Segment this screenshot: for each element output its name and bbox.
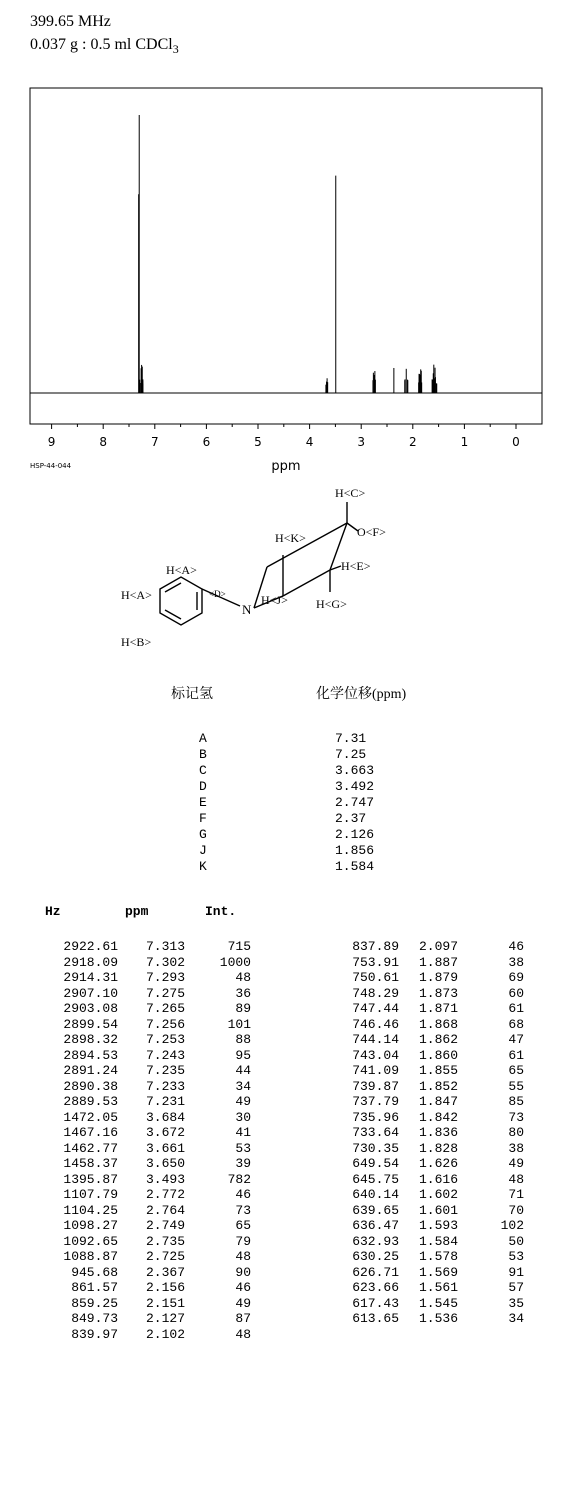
- peak-hz: 632.93: [352, 1233, 399, 1249]
- peak-hz: 1088.87: [63, 1249, 118, 1264]
- assignment-row: [199, 827, 419, 843]
- peak-row: [0, 1156, 290, 1172]
- peak-int: 48: [235, 1249, 251, 1264]
- peak-int: 70: [508, 1202, 524, 1218]
- peak-int: 34: [235, 1078, 251, 1094]
- peak-hz: 1395.87: [63, 1171, 118, 1187]
- concentration-text: 0.037 g : 0.5 ml CDCl: [30, 36, 173, 53]
- assignment-row: [199, 763, 419, 779]
- x-tick-label: 8: [99, 435, 108, 449]
- peak-row: [0, 1032, 290, 1048]
- peak-row: [0, 1311, 290, 1327]
- peak-row: [280, 1110, 570, 1126]
- peak-ppm: 1.578: [418, 1249, 458, 1264]
- peak-hz: 639.65: [352, 1202, 399, 1218]
- sample-code: HSP-44-044: [30, 462, 72, 470]
- peak-hz: 741.09: [352, 1063, 399, 1078]
- peak-row: [280, 986, 570, 1002]
- peak-ppm: 1.868: [418, 1016, 458, 1032]
- peak-row: [280, 1203, 570, 1219]
- peak-ppm: 2.772: [145, 1187, 185, 1202]
- x-tick-label: 9: [47, 435, 56, 449]
- peak-hz: 617.43: [352, 1295, 399, 1311]
- peak-int: 73: [508, 1109, 524, 1125]
- peak-row: [0, 1079, 290, 1095]
- assignment-shift: 7.31: [335, 731, 367, 746]
- x-tick-label: 1: [460, 435, 469, 449]
- peak-int: 68: [508, 1016, 524, 1032]
- peak-ppm: 1.601: [418, 1202, 458, 1218]
- peak-ppm: 2.725: [145, 1249, 185, 1264]
- peak-ppm: 1.602: [418, 1187, 458, 1202]
- benzene-ring: [160, 577, 202, 625]
- peak-row: [0, 1063, 290, 1079]
- peak-row: [0, 1265, 290, 1281]
- peak-row: [280, 1032, 570, 1048]
- peak-ppm: 1.847: [418, 1094, 458, 1109]
- peak-hz: 753.91: [352, 954, 399, 970]
- peak-ppm: 7.243: [145, 1047, 185, 1063]
- peak-row: [0, 1048, 290, 1064]
- peak-hz: 849.73: [71, 1311, 118, 1326]
- peak-int: 102: [500, 1218, 524, 1233]
- assignment-row: [199, 747, 419, 763]
- peak-header-int: Int.: [205, 904, 237, 919]
- label-o-f: O<F>: [357, 525, 386, 539]
- peak-int: 50: [508, 1233, 524, 1249]
- peak-row: [280, 1249, 570, 1265]
- peak-hz: 750.61: [352, 970, 399, 985]
- peak-int: 85: [508, 1094, 524, 1109]
- peak-hz: 645.75: [352, 1171, 399, 1187]
- assignment-row: [199, 779, 419, 795]
- peak-ppm: 1.626: [418, 1156, 458, 1171]
- peak-int: 39: [235, 1156, 251, 1171]
- peak-int: 49: [508, 1156, 524, 1171]
- spectrometer-frequency: 399.65 MHz: [30, 13, 111, 30]
- label-h-k: H<K>: [275, 531, 306, 545]
- x-tick-label: 0: [512, 435, 520, 449]
- peak-int: 38: [508, 954, 524, 970]
- peak-row: [0, 1249, 290, 1265]
- assignment-label: B: [199, 747, 207, 762]
- peak-row: [280, 955, 570, 971]
- peak-hz: 1462.77: [63, 1140, 118, 1156]
- peak-row: [0, 939, 290, 955]
- label-h-e: H<E>: [341, 559, 371, 573]
- peak-row: [280, 1280, 570, 1296]
- peak-ppm: 1.862: [418, 1032, 458, 1047]
- peak-hz: 735.96: [352, 1109, 399, 1125]
- peak-hz: 636.47: [352, 1218, 399, 1233]
- peak-row: [280, 970, 570, 986]
- assignment-row: [199, 859, 419, 875]
- concentration-subscript: 3: [172, 42, 179, 57]
- peak-hz: 744.14: [352, 1032, 399, 1047]
- peak-row: [0, 955, 290, 971]
- peak-int: 48: [508, 1171, 524, 1187]
- peak-ppm: 2.097: [418, 939, 458, 954]
- peak-ppm: 2.764: [145, 1202, 185, 1218]
- peak-hz: 748.29: [352, 985, 399, 1001]
- x-tick-label: 6: [202, 435, 211, 449]
- peak-ppm: 1.887: [418, 954, 458, 970]
- label-h-a-top: H<A>: [166, 563, 197, 577]
- assignment-row: [199, 811, 419, 827]
- peak-row: [0, 986, 290, 1002]
- peak-int: 36: [235, 985, 251, 1001]
- peak-row: [280, 1265, 570, 1281]
- assignment-shift: 1.856: [335, 843, 375, 858]
- peak-header-ppm: ppm: [125, 904, 149, 919]
- peak-ppm: 1.871: [418, 1001, 458, 1016]
- peak-ppm: 3.661: [145, 1140, 185, 1156]
- assignment-table: [199, 731, 419, 875]
- peak-row: [280, 1017, 570, 1033]
- peak-int: 1000: [219, 954, 251, 970]
- col-header-hydrogen: 标记氢: [171, 687, 213, 702]
- peak-ppm: 1.855: [418, 1063, 458, 1078]
- peak-ppm: 7.253: [145, 1032, 185, 1047]
- assignment-shift: 2.37: [335, 811, 367, 826]
- peak-int: 61: [508, 1001, 524, 1016]
- peak-hz: 747.44: [352, 1001, 399, 1016]
- peak-hz: 945.68: [71, 1264, 118, 1280]
- peak-row: [0, 1234, 290, 1250]
- peak-int: 48: [235, 1326, 251, 1342]
- nmr-spectrum-chart: [0, 0, 570, 480]
- peak-row: [280, 1079, 570, 1095]
- peak-ppm: 2.367: [145, 1264, 185, 1280]
- assignment-shift: 7.25: [335, 747, 367, 762]
- x-axis-label: ppm: [271, 459, 301, 474]
- peak-row: [280, 1296, 570, 1312]
- peak-int: 30: [235, 1109, 251, 1125]
- peak-row: [0, 1296, 290, 1312]
- peak-int: 60: [508, 985, 524, 1001]
- peak-hz: 1467.16: [63, 1125, 118, 1140]
- peak-hz: 733.64: [352, 1125, 399, 1140]
- peak-int: 44: [235, 1063, 251, 1078]
- peak-hz: 2918.09: [63, 954, 118, 970]
- label-h-a-left: H<A>: [121, 588, 152, 602]
- peak-hz: 640.14: [352, 1187, 399, 1202]
- x-tick-label: 7: [150, 435, 159, 449]
- x-tick-label: 2: [408, 435, 417, 449]
- peak-int: 80: [508, 1125, 524, 1140]
- peak-hz: 2922.61: [63, 939, 118, 954]
- peak-hz: 739.87: [352, 1078, 399, 1094]
- peak-ppm: 1.879: [418, 970, 458, 985]
- assignment-shift: 3.492: [335, 779, 375, 794]
- peak-ppm: 2.102: [145, 1326, 185, 1342]
- peak-row: [0, 1280, 290, 1296]
- peak-ppm: 7.235: [145, 1063, 185, 1078]
- peak-ppm: 1.828: [418, 1140, 458, 1156]
- peak-int: 46: [235, 1280, 251, 1295]
- label-h-g: H<G>: [316, 597, 347, 611]
- peak-int: 89: [235, 1001, 251, 1016]
- peak-int: 715: [227, 939, 251, 954]
- label-h-j: H<J>: [261, 593, 288, 607]
- peak-ppm: 1.616: [418, 1171, 458, 1187]
- assignment-label: C: [199, 763, 207, 778]
- peak-hz: 1107.79: [63, 1187, 118, 1202]
- peak-hz: 861.57: [71, 1280, 118, 1295]
- peak-row: [280, 1172, 570, 1188]
- peak-row: [0, 970, 290, 986]
- peak-int: 90: [235, 1264, 251, 1280]
- label-h-c: H<C>: [335, 486, 366, 500]
- peak-int: 55: [508, 1078, 524, 1094]
- peak-ppm: 2.151: [145, 1295, 185, 1311]
- peak-int: 61: [508, 1047, 524, 1063]
- peak-ppm: 1.860: [418, 1047, 458, 1063]
- peak-int: 41: [235, 1125, 251, 1140]
- peak-ppm: 7.275: [145, 985, 185, 1001]
- peak-ppm: 7.313: [145, 939, 185, 954]
- peak-row: [280, 1141, 570, 1157]
- peak-ppm: 7.233: [145, 1078, 185, 1094]
- peak-int: 49: [235, 1295, 251, 1311]
- assignment-shift: 2.126: [335, 827, 375, 842]
- peak-hz: 623.66: [352, 1280, 399, 1295]
- molecule-structure: [0, 480, 570, 670]
- label-h-b: H<B>: [121, 635, 152, 649]
- peak-ppm: 1.561: [418, 1280, 458, 1295]
- peak-hz: 2889.53: [63, 1094, 118, 1109]
- peak-hz: 730.35: [352, 1140, 399, 1156]
- peak-ppm: 1.545: [418, 1295, 458, 1311]
- peak-row: [280, 1218, 570, 1234]
- peak-ppm: 7.231: [145, 1094, 185, 1109]
- peak-row: [0, 1094, 290, 1110]
- x-tick-label: 5: [254, 435, 262, 449]
- peak-hz: 2890.38: [63, 1078, 118, 1094]
- peak-hz: 837.89: [352, 939, 399, 954]
- peak-int: 57: [508, 1280, 524, 1295]
- label-n: N: [242, 602, 252, 617]
- peak-ppm: 3.684: [145, 1109, 185, 1125]
- peak-int: 91: [508, 1264, 524, 1280]
- peak-int: 34: [508, 1311, 524, 1326]
- peak-row: [0, 1218, 290, 1234]
- col-header-shift: 化学位移(ppm): [316, 687, 407, 702]
- peak-row: [0, 1172, 290, 1188]
- assignment-shift: 1.584: [335, 859, 375, 874]
- peak-row: [0, 1327, 290, 1343]
- peak-row: [280, 1234, 570, 1250]
- peak-hz: 737.79: [352, 1094, 399, 1109]
- peak-row: [280, 1063, 570, 1079]
- peak-hz: 630.25: [352, 1249, 399, 1264]
- peak-row: [280, 1311, 570, 1327]
- peak-header-hz: Hz: [45, 904, 61, 919]
- peak-hz: 839.97: [71, 1326, 118, 1342]
- peak-row: [280, 1001, 570, 1017]
- peak-row: [280, 1156, 570, 1172]
- peak-int: 101: [227, 1016, 251, 1032]
- assignment-label: J: [199, 843, 207, 858]
- peak-ppm: 7.256: [145, 1016, 185, 1032]
- peak-int: 65: [508, 1063, 524, 1078]
- peak-int: 782: [227, 1171, 251, 1187]
- peak-ppm: 1.836: [418, 1125, 458, 1140]
- peak-hz: 743.04: [352, 1047, 399, 1063]
- peak-int: 73: [235, 1202, 251, 1218]
- peak-ppm: 1.536: [418, 1311, 458, 1326]
- peak-hz: 649.54: [352, 1156, 399, 1171]
- peak-row: [280, 939, 570, 955]
- peak-hz: 2914.31: [63, 970, 118, 985]
- assignment-row: [199, 843, 419, 859]
- peak-row: [280, 1187, 570, 1203]
- x-tick-label: 3: [357, 435, 366, 449]
- assignment-label: E: [199, 795, 207, 810]
- x-tick-label: 4: [305, 435, 314, 449]
- assignment-shift: 3.663: [335, 763, 375, 778]
- peak-hz: 613.65: [352, 1311, 399, 1326]
- peak-hz: 2899.54: [63, 1016, 118, 1032]
- assignment-label: G: [199, 827, 207, 842]
- peak-row: [0, 1141, 290, 1157]
- peak-int: 79: [235, 1233, 251, 1249]
- assignment-row: [199, 731, 419, 747]
- peak-int: 35: [508, 1295, 524, 1311]
- peak-hz: 746.46: [352, 1016, 399, 1032]
- peak-int: 53: [508, 1249, 524, 1264]
- peak-ppm: 1.852: [418, 1078, 458, 1094]
- peak-ppm: 2.156: [145, 1280, 185, 1295]
- peak-ppm: 3.493: [145, 1171, 185, 1187]
- peak-int: 95: [235, 1047, 251, 1063]
- peak-row: [0, 1110, 290, 1126]
- peak-hz: 2891.24: [63, 1063, 118, 1078]
- peak-row: [0, 1187, 290, 1203]
- peak-row: [0, 1203, 290, 1219]
- peak-ppm: 1.593: [418, 1218, 458, 1233]
- peak-int: 87: [235, 1311, 251, 1326]
- peak-ppm: 7.265: [145, 1001, 185, 1016]
- peak-int: 65: [235, 1218, 251, 1233]
- peak-hz: 1104.25: [63, 1202, 118, 1218]
- peak-int: 88: [235, 1032, 251, 1047]
- peak-ppm: 2.749: [145, 1218, 185, 1233]
- assignment-row: [199, 795, 419, 811]
- peak-ppm: 7.302: [145, 954, 185, 970]
- plot-frame: [30, 88, 542, 424]
- peak-ppm: 1.569: [418, 1264, 458, 1280]
- assignment-label: F: [199, 811, 207, 826]
- peak-row: [280, 1048, 570, 1064]
- peak-int: 71: [508, 1187, 524, 1202]
- peak-ppm: 2.735: [145, 1233, 185, 1249]
- peak-hz: 1458.37: [63, 1156, 118, 1171]
- assignment-label: D: [199, 779, 207, 794]
- peak-row: [280, 1125, 570, 1141]
- label-d: <D>: [209, 589, 226, 599]
- peak-int: 47: [508, 1032, 524, 1047]
- peak-row: [0, 1001, 290, 1017]
- peak-hz: 2898.32: [63, 1032, 118, 1047]
- peak-int: 69: [508, 970, 524, 985]
- assignment-shift: 2.747: [335, 795, 375, 810]
- peak-int: 53: [235, 1140, 251, 1156]
- peak-hz: 626.71: [352, 1264, 399, 1280]
- peak-hz: 1472.05: [63, 1109, 118, 1125]
- peak-hz: 2903.08: [63, 1001, 118, 1016]
- peak-hz: 2894.53: [63, 1047, 118, 1063]
- peak-ppm: 1.873: [418, 985, 458, 1001]
- peak-int: 46: [235, 1187, 251, 1202]
- peak-row: [0, 1017, 290, 1033]
- peak-int: 49: [235, 1094, 251, 1109]
- peak-ppm: 2.127: [145, 1311, 185, 1326]
- peak-int: 38: [508, 1140, 524, 1156]
- peak-hz: 859.25: [71, 1295, 118, 1311]
- peak-ppm: 3.650: [145, 1156, 185, 1171]
- peak-int: 48: [235, 970, 251, 985]
- peak-hz: 1098.27: [63, 1218, 118, 1233]
- peak-row: [0, 1125, 290, 1141]
- assignment-label: K: [199, 859, 207, 874]
- peak-ppm: 7.293: [145, 970, 185, 985]
- peak-ppm: 1.842: [418, 1109, 458, 1125]
- peak-row: [280, 1094, 570, 1110]
- peak-int: 46: [508, 939, 524, 954]
- peak-hz: 1092.65: [63, 1233, 118, 1249]
- assignment-label: A: [199, 731, 207, 746]
- peak-ppm: 1.584: [418, 1233, 458, 1249]
- peak-ppm: 3.672: [145, 1125, 185, 1140]
- peak-hz: 2907.10: [63, 985, 118, 1001]
